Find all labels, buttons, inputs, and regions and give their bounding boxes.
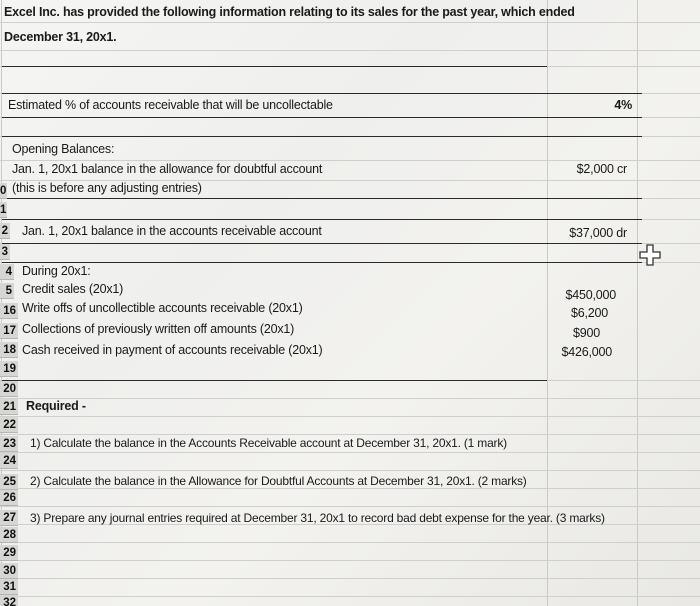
row-header[interactable]: 29 [0,545,18,561]
opening-heading: Opening Balances: [12,142,115,156]
grid-line [0,398,700,399]
row-header[interactable]: 3 [1,246,8,258]
grid-line [0,416,700,417]
estimate-label: Estimated % of accounts receivable that will be uncollectable [8,98,333,112]
grid-line [0,160,700,161]
row-header[interactable]: 21 [0,399,18,415]
cell-border [2,262,642,263]
grid-line [0,50,700,51]
required-heading: Required - [26,399,86,413]
cell-border [2,243,642,244]
grid-line [0,542,700,543]
grid-line [0,578,700,579]
row-header[interactable]: 4 [0,264,14,280]
during-item-label: Cash received in payment of accounts receivable (20x1) [22,343,323,357]
row-header[interactable]: 19 [0,361,18,377]
row-header[interactable]: 30 [0,563,18,579]
allowance-note: (this is before any adjusting entries) [12,181,202,195]
cell-border [2,66,547,67]
row-header[interactable]: 24 [0,453,18,469]
question-3: 3) Prepare any journal entries required at December 31, 20x1 to record bad debt expense for the year. (3 marks) [30,511,605,525]
row-header[interactable]: 20 [0,381,18,397]
row-header[interactable]: 1 [0,204,7,216]
allowance-value[interactable]: $2,000 cr [576,162,627,176]
allowance-label: Jan. 1, 20x1 balance in the allowance for doubtful account [12,162,323,176]
grid-line [0,434,700,435]
row-header[interactable]: 18 [0,342,18,358]
row-header[interactable]: 5 [0,283,14,299]
grid-line [0,596,700,597]
row-header[interactable]: 28 [0,527,18,543]
estimate-value[interactable]: 4% [614,98,632,112]
cell-border [2,380,547,381]
row-header[interactable]: 25 [0,474,18,490]
grid-line [0,506,700,507]
row-header[interactable]: 22 [0,417,18,433]
row-header[interactable]: 17 [0,323,18,339]
row-header[interactable]: 31 [0,579,18,595]
row-header[interactable]: 32 [0,595,18,606]
question-2: 2) Calculate the balance in the Allowance for Doubtful Accounts at December 31, 20x1. (2 marks) [30,474,527,488]
during-item-value[interactable]: $450,000 [565,288,616,302]
during-item-label: Credit sales (20x1) [22,282,124,296]
grid-line [0,560,700,561]
ar-value[interactable]: $37,000 dr [569,226,627,240]
cell-border [2,198,642,199]
row-header[interactable]: 23 [0,436,18,452]
intro-line-2: December 31, 20x1. [4,30,117,44]
during-item-label: Write offs of uncollectible accounts receivable (20x1) [22,301,303,315]
ar-label: Jan. 1, 20x1 balance in the accounts receivable account [22,224,322,238]
grid-line [0,470,700,471]
cell-border [2,136,642,137]
row-header[interactable]: 2 [1,225,8,237]
grid-line [0,22,700,23]
during-item-value[interactable]: $900 [572,326,600,340]
intro-line-1: Excel Inc. has provided the following information relating to its sales for the past year, which ended [4,5,575,19]
during-item-label: Collections of previously written off amounts (20x1) [22,322,295,336]
cell-border [2,117,642,118]
row-header[interactable]: 26 [0,490,18,506]
during-heading: During 20x1: [22,264,91,278]
row-header[interactable]: 27 [0,510,18,526]
question-1: 1) Calculate the balance in the Accounts Receivable account at December 31, 20x1. (1 mark) [30,436,507,450]
grid-line [0,452,700,453]
cell-select-cursor-icon [639,244,661,266]
row-header[interactable]: 16 [0,303,18,319]
during-item-value[interactable]: $426,000 [561,345,612,359]
cell-border [2,219,642,220]
cell-border [2,93,642,94]
grid-line [637,0,638,606]
during-item-value[interactable]: $6,200 [570,306,608,320]
row-header[interactable]: 0 [0,185,7,197]
